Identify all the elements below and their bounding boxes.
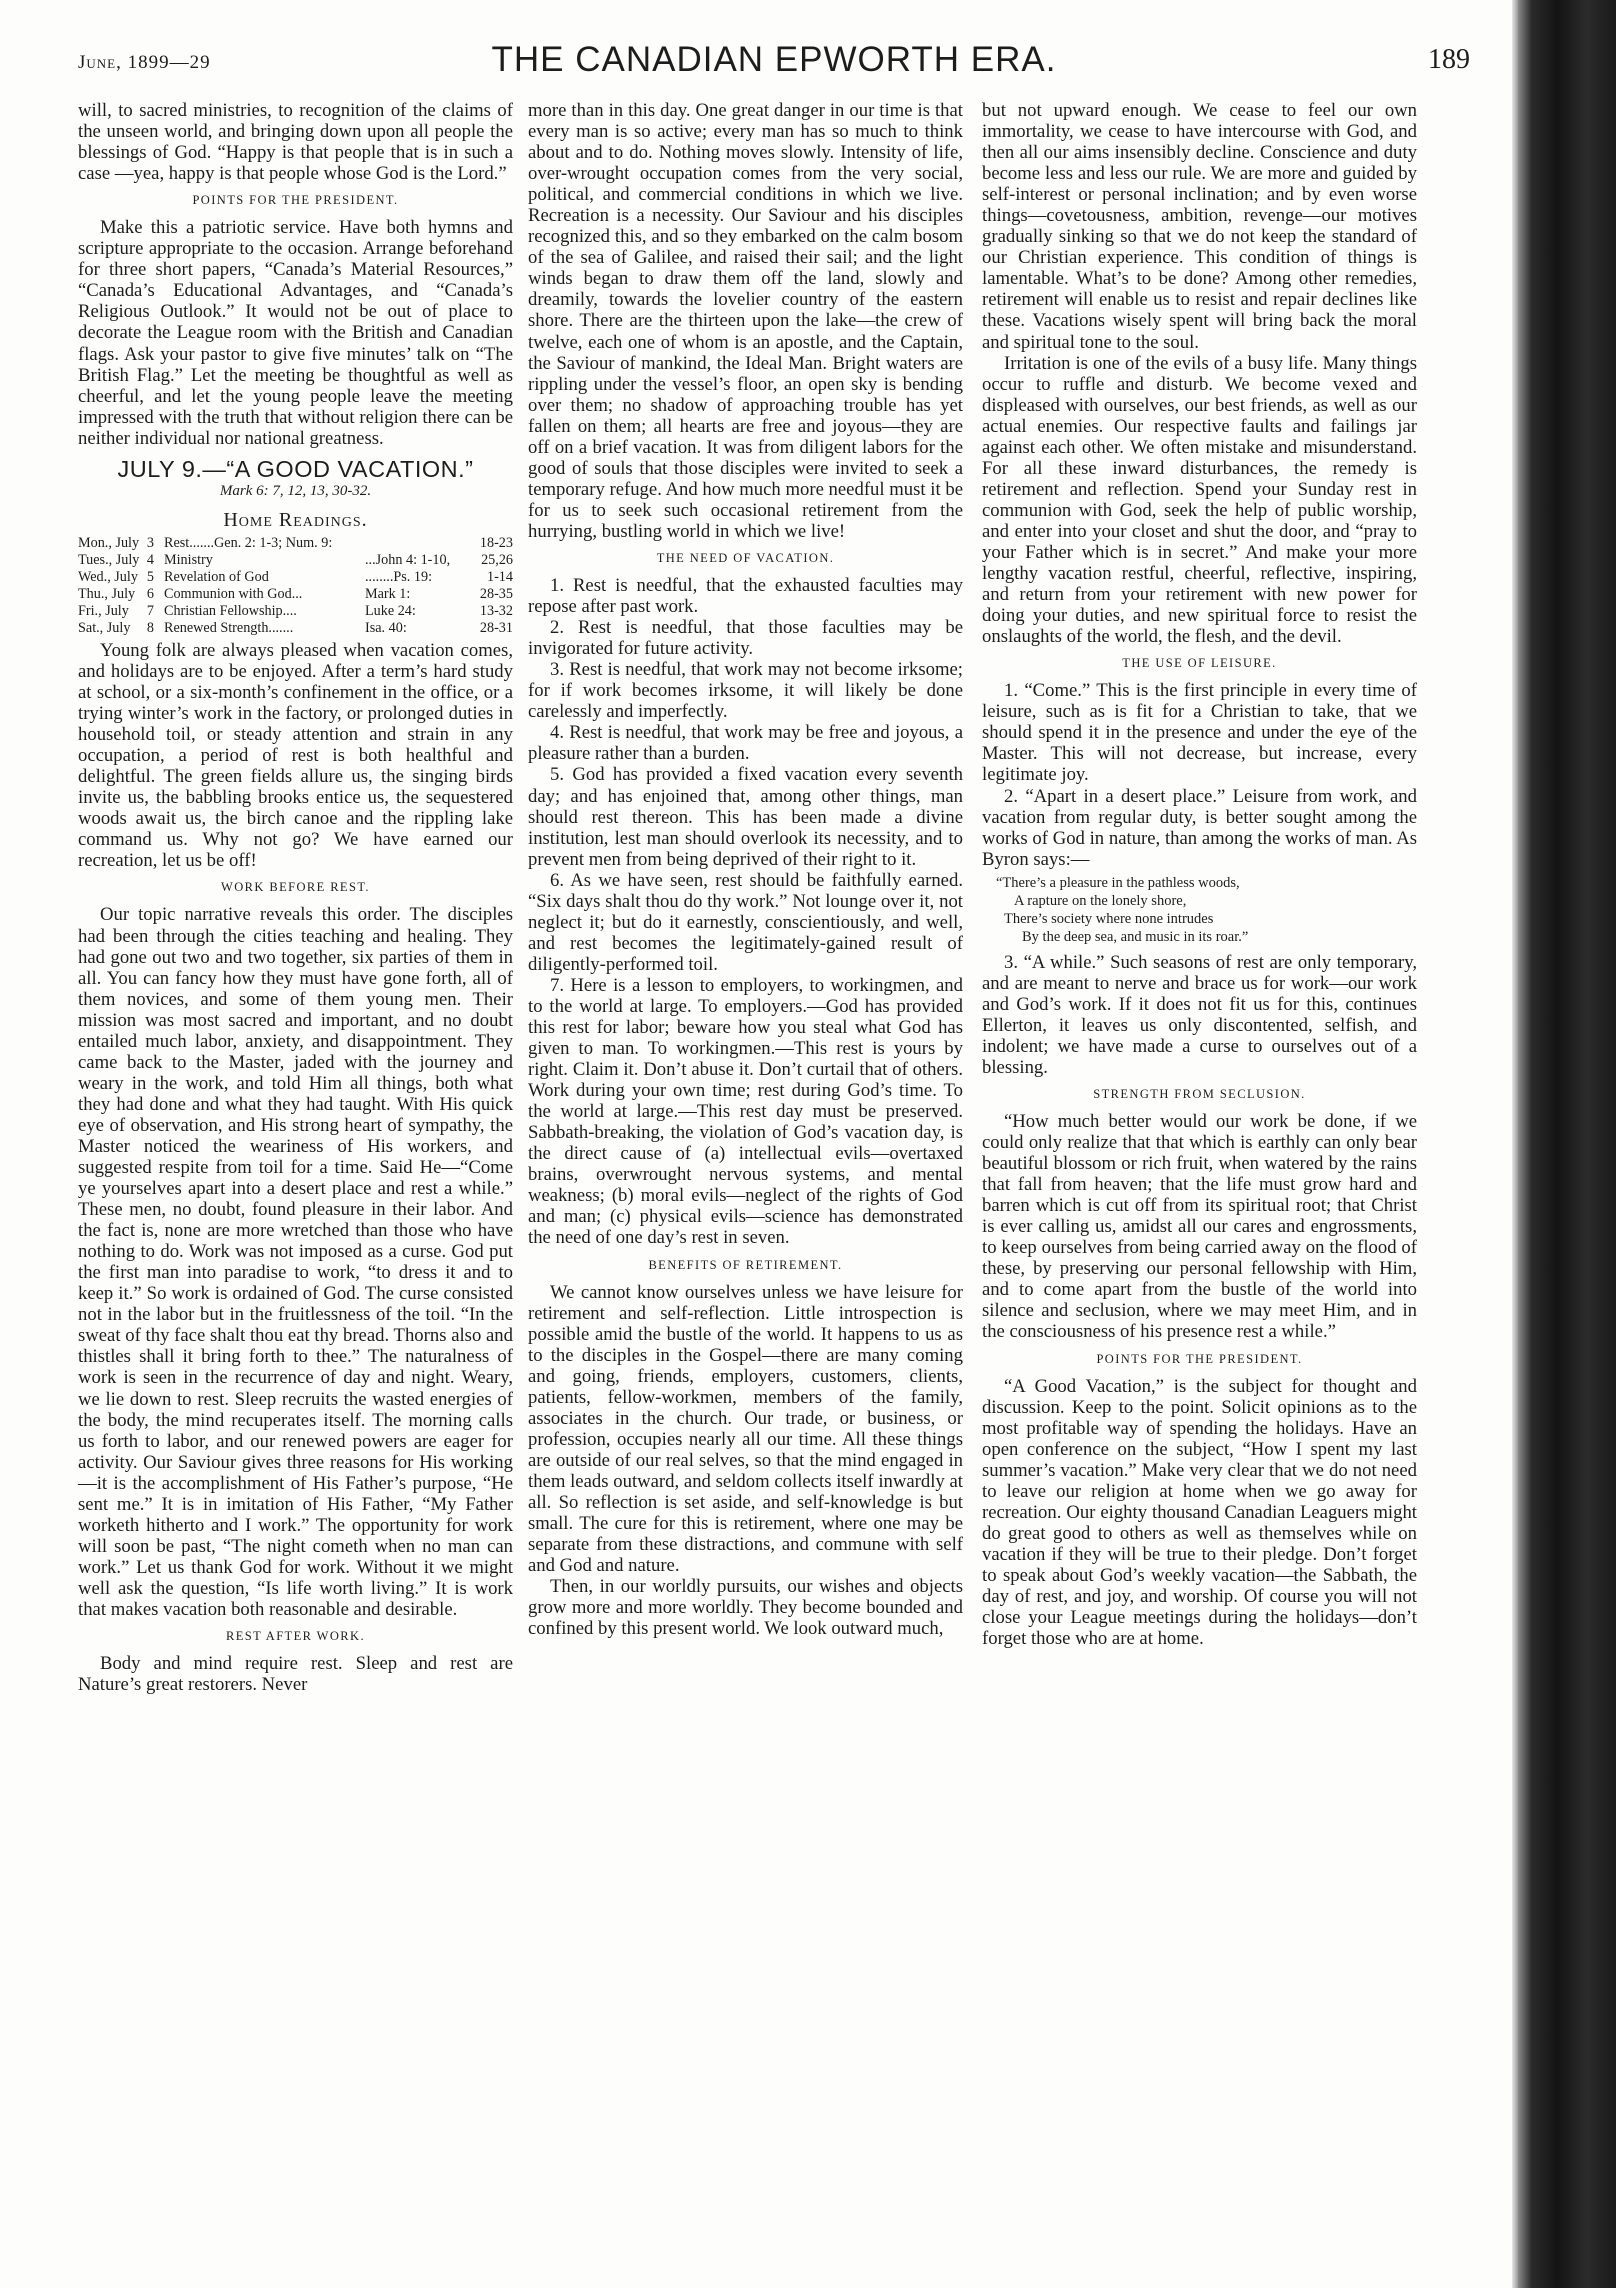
paragraph: “A Good Vacation,” is the subject for thought and discussion. Keep to the point. Solicit opinions as to the most profitable way of spending the holidays. Have an open conference on the subject, “How I spent my last summer’s vacation.” Make very clear that we do not need to leave our religion at home when we go away for recreation. Our eighty thousand Canadian Leaguers might do great good to others as well as themselves while on vacation if they will be true to their pledge. Don’t forget to speak about God’s weekly vacation—the Sabbath, the day of rest, and joy, and worship. Of course you will not close your League meetings during the holidays—don’t forget those who are at home. [982, 1375, 1417, 1650]
reading-verses: 28-35 [479, 585, 513, 602]
byron-quotation [996, 874, 1417, 946]
reading-reference: Luke 24: [365, 602, 416, 619]
section-heading: BENEFITS OF RETIREMENT. [648, 1257, 843, 1272]
issue-date: June, 1899—29 [78, 52, 211, 73]
home-readings-heading: Home Readings. [223, 508, 368, 531]
reading-date: 5 [146, 568, 154, 585]
reading-row [78, 535, 513, 552]
column-2 [528, 100, 963, 1639]
book-binding [1518, 0, 1616, 2288]
reading-reference [365, 535, 457, 552]
reading-day: Thu., July [78, 585, 136, 602]
reading-title: Ministry [164, 551, 213, 568]
reading-row [78, 620, 513, 637]
reading-date: 8 [146, 619, 154, 636]
reading-reference: ........Ps. 19: [365, 568, 433, 585]
page-number: 189 [1428, 44, 1470, 75]
reading-day: Fri., July [78, 602, 129, 619]
paragraph: but not upward enough. We cease to feel our own immortality, we cease to have intercourse with God, and then all our aims insensibly decline. Conscience and duty become less and less our rule. We are more and guided by self-interest or personal inclination; and by even worse things—covetousness, ambition, revenge—our motives gradually sinking so that we do not keep the standard of our Christian experience. This condition of things is lamentable. What’s to be done? Among other remedies, retirement will enable us to resist and repair declines like these. Vacations wisely spent will bring back the moral and spiritual tone to the soul. [982, 100, 1417, 353]
poem-line: By the deep sea, and music in its roar.” [1022, 928, 1249, 945]
section-heading: POINTS FOR THE PRESIDENT. [192, 193, 399, 208]
paragraph: 1. “Come.” This is the first principle in every time of leisure, such as is fit for a Christian to take, that we should spend it in the presence and under the eye of the Master. This will not decrease, but increase, every legitimate joy. [982, 680, 1417, 786]
paragraph: more than in this day. One great danger in our time is that every man is so active; every man has so much to think about and to do. Nothing moves slowly. Intensity of life, over-wrought occupation comes from the very social, political, and commercial conditions in which we live. Recreation is a necessity. Our Saviour and his disciples recognized this, and so they embarked on the calm bosom of the sea of Galilee, and raised their sail; and the light winds began to draw them off the land, slowly and dreamily, towards the lovelier country of the eastern shore. There are the thirteen upon the lake—the crew of twelve, each one of whom is an apostle, and the Captain, the Saviour of mankind, the Ideal Man. Bright waters are rippling under the vessel’s floor, an open sky is bending over them; no shadow of approaching trouble has yet fallen on them; all hearts are free and joyous—they are off on a brief vacation. It was from diligent labors for the good of souls that those disciples were invited to seek a temporary refuge. And how much more needful must it be for us to seek such occasional retirement from the hurrying, bustling world in which we live! [528, 100, 963, 542]
reading-reference: Mark 1: [365, 585, 411, 602]
magazine-title: THE CANADIAN EPWORTH ERA. [491, 40, 1057, 79]
running-header [78, 40, 1470, 84]
reading-title: Revelation of God [164, 568, 269, 585]
poem-line: “There’s a pleasure in the pathless woods, [996, 874, 1240, 891]
lesson-scripture-reference: Mark 6: 7, 12, 13, 30-32. [219, 482, 372, 499]
reading-row [78, 603, 513, 620]
paragraph: 2. “Apart in a desert place.” Leisure from work, and vacation from regular duty, is better sought among the works of God in nature, than among the works of man. As Byron says:— [982, 785, 1417, 870]
paragraph: We cannot know ourselves unless we have leisure for retirement and self-reflection. Little introspection is possible amid the bustle of the world. It happens to us as to the disciples in the Gospel—there are many coming and going, friends, employers, customers, clients, patients, fellow-workmen, members of the family, associates in the church. Our trade, or business, or profession, occupies nearly all our time. All these things are outside of our real selves, so that the mind engaged in them leads outward, and seldom collects itself inwardly at all. So reflection is set aside, and self-knowledge is but small. The cure for this is retirement, where one may be separate from these distractions, and commune with self and God and nature. [528, 1281, 963, 1577]
section-heading: WORK BEFORE REST. [221, 880, 370, 895]
reading-day: Mon., July [78, 534, 140, 551]
section-heading: STRENGTH FROM SECLUSION. [1093, 1086, 1306, 1101]
reading-day: Sat., July [78, 619, 131, 636]
section-heading: POINTS FOR THE PRESIDENT. [1096, 1351, 1303, 1366]
paragraph: “How much better would our work be done, if we could only realize that that which is earthly can only bear beautiful blossom or rich fruit, when watered by the rains that fall from heaven; that the life must grow hard and barren which is cut off from its spiritual root; that Christ is ever calling us, amidst all our cares and engrossments, to keep ourselves from being carried away on the flood of these, by preserving our personal fellowship with Him, and to come apart from the bustle of the world into silence and seclusion, where we may meet Him, and in the consciousness of his presence rest a while.” [982, 1111, 1417, 1343]
reading-title: Renewed Strength....... [164, 619, 294, 636]
reading-day: Tues., July [78, 551, 140, 568]
reading-reference: ...John 4: 1-10, [365, 551, 451, 568]
reading-verses: 25,26 [481, 551, 513, 568]
numbered-item: 1. Rest is needful, that the exhausted faculties may repose after past work. [528, 575, 963, 618]
reading-row [78, 586, 513, 603]
numbered-item: 2. Rest is needful, that those faculties may be invigorated for future activity. [528, 617, 963, 660]
column-3 [982, 100, 1417, 1649]
poem-line: There’s society where none intrudes [1004, 910, 1214, 927]
paragraph: Then, in our worldly pursuits, our wishes and objects grow more and more worldly. They become bounded and confined by this present world. We look outward much, [528, 1576, 963, 1640]
reading-date: 4 [146, 551, 154, 568]
poem-line: A rapture on the lonely shore, [1014, 892, 1187, 909]
reading-title: Rest.......Gen. 2: 1-3; Num. 9: [164, 534, 333, 551]
paragraph: Irritation is one of the evils of a busy life. Many things occur to ruffle and disturb. We become vexed and displeased with ourselves, our best friends, as well as our actual enemies. Our respective faults and failings jar against each other. We often mistake and misunderstand. For all these inward disturbances, the remedy is retirement and reflection. Spend your Sunday rest in communion with God, seek the help of public worship, and enter into your closet and shut the door, and “pray to your Father which is in secret.” And make your more lengthy vacation restful, cheerful, reflective, inspiring, and return from your retirement with new power for doing your duties, and new spiritual force to resist the onslaughts of the world, the flesh, and the devil. [982, 352, 1417, 648]
paragraph: Young folk are always pleased when vacation comes, and holidays are to be enjoyed. After a term’s hard study at school, or a six-month’s confinement in the office, or a trying winter’s work in the factory, or prolonged duties in household toil, or steady attention and strain in any occupation, a period of rest is both healthful and delightful. The green fields allure us, the singing birds invite us, the babbling brooks entice us, the sequestered woods await us, the birch canoe and the rippling lake command us. Why not go? We have earned our recreation, let us be off! [78, 639, 513, 872]
reading-date: 3 [146, 534, 154, 551]
reading-verses: 28-31 [479, 619, 513, 636]
numbered-item: 3. Rest is needful, that work may not become irksome; for if work becomes irksome, it will likely be done carelessly and imperfectly. [528, 659, 963, 723]
numbered-item: 5. God has provided a fixed vacation every seventh day; and has enjoined that, among other things, man should rest thereon. This has been made a divine institution, lest man should overlook its necessity, and to prevent men from being deprived of their right to it. [528, 764, 963, 870]
reading-title: Christian Fellowship.... [164, 602, 297, 619]
paragraph: 3. “A while.” Such seasons of rest are only temporary, and are meant to nerve and brace us for work—our work and God’s work. If it does not fit us for this, continues Ellerton, it leaves us only discontented, selfish, and indolent; we have made a curse to ourselves out of a blessing. [982, 951, 1417, 1078]
reading-row [78, 552, 513, 569]
numbered-item: 6. As we have seen, rest should be faithfully earned. “Six days shalt thou do thy work.” Not lounge over it, not neglect it; but do it earnestly, conscientiously, and well, and rest becomes the legitimately-gained result of diligently-performed toil. [528, 869, 963, 975]
paragraph: Make this a patriotic service. Have both hymns and scripture appropriate to the occasion. Arrange beforehand for three short papers, “Canada’s Material Resources,” “Canada’s Educational Advantages, and “Canada’s Religious Outlook.” It would not be out of place to decorate the League room with the British and Canadian flags. Ask your pastor to give five minutes’ talk on “The British Flag.” Let the meeting be thoughtful as well as cheerful, and let the young people leave the meeting impressed with the truth that without religion there can be neither individual nor national greatness. [78, 217, 513, 449]
reading-date: 6 [146, 585, 154, 602]
reading-row [78, 569, 513, 586]
reading-day: Wed., July [78, 568, 138, 585]
paragraph: Our topic narrative reveals this order. The disciples had been through the cities teaching and healing. They had gone out two and two together, six parties of them in all. You can fancy how they must have gone forth, all of them novices, and some of them young men. Their mission was most sacred and important, and no doubt entailed much labor, anxiety, and disappointment. They came back to the Master, jaded with the journey and weary in the work, and told Him all things, both what they had done and what they had taught. With His quick eye of observation, and His strong heart of sympathy, the Master noticed the weariness of His workers, and suggested respite from toil for a time. Said He—“Come ye yourselves apart into a desert place and rest a while.” These men, no doubt, found pleasure in their labor. And the fact is, none are more wretched than those who have nothing to do. Work was not imposed as a curse. God put the first man into paradise to work, “to dress it and to keep it.” So work is ordained of God. The curse consisted not in the labor but in the fruitlessness of the toil. “In the sweat of thy face shalt thou eat thy bread. Thorns also and thistles shall it bring forth to thee.” The naturalness of work is seen in the recurrence of day and night. Weary, we lie down to rest. Sleep recruits the wasted energies of the body, the mind recuperates itself. The morning calls us forth to labor, and our renewed powers are eager for activity. Our Saviour gives three reasons for His working—it is the accomplishment of His Father’s purpose, “He sent me.” It is in imitation of His Father, “My Father worketh hitherto and I work.” The opportunity for work will soon be past, “The night cometh when no man can work.” Let us thank God for work. Without it we might well ask the question, “Is life worth living.” It is work that makes vacation both reasonable and desirable. [78, 904, 513, 1620]
section-heading: REST AFTER WORK. [226, 1629, 365, 1644]
column-1 [78, 100, 513, 1695]
home-readings-table [78, 535, 513, 637]
reading-date: 7 [146, 602, 154, 619]
reading-verses: 13-32 [479, 602, 513, 619]
numbered-item: 7. Here is a lesson to employers, to workingmen, and to the world at large. To employers.—God has provided this rest for labor; beware how you steal what God has given to man. To workingmen.—This rest is yours by right. Claim it. Don’t abuse it. Don’t curtail that of others. Work during your own time; rest during God’s time. To the world at large.—This rest day must be preserved. Sabbath-breaking, the violation of God’s vacation day, is the direct cause of (a) intellectual evils—overtaxed brains, overwrought nervous systems, and mental weakness; (b) moral evils—neglect of the rights of God and man; (c) physical evils—science has demonstrated the need of one day’s rest in seven. [528, 974, 963, 1249]
section-heading: THE NEED OF VACATION. [656, 550, 835, 565]
paragraph: will, to sacred ministries, to recognition of the claims of the unseen world, and bringing down upon all people the blessings of God. “Happy is that people that is in such a case —yea, happy is that people whose God is the Lord.” [78, 100, 513, 185]
lesson-title: JULY 9.—“A GOOD VACATION.” [117, 455, 474, 482]
reading-reference: Isa. 40: [365, 619, 407, 636]
numbered-item: 4. Rest is needful, that work may be free and joyous, a pleasure rather than a burden. [528, 722, 963, 765]
reading-title: Communion with God... [164, 585, 303, 602]
paragraph: Body and mind require rest. Sleep and rest are Nature’s great restorers. Never [78, 1653, 513, 1696]
reading-verses: 1-14 [486, 568, 513, 585]
reading-verses: 18-23 [479, 534, 513, 551]
section-heading: THE USE OF LEISURE. [1122, 656, 1277, 671]
